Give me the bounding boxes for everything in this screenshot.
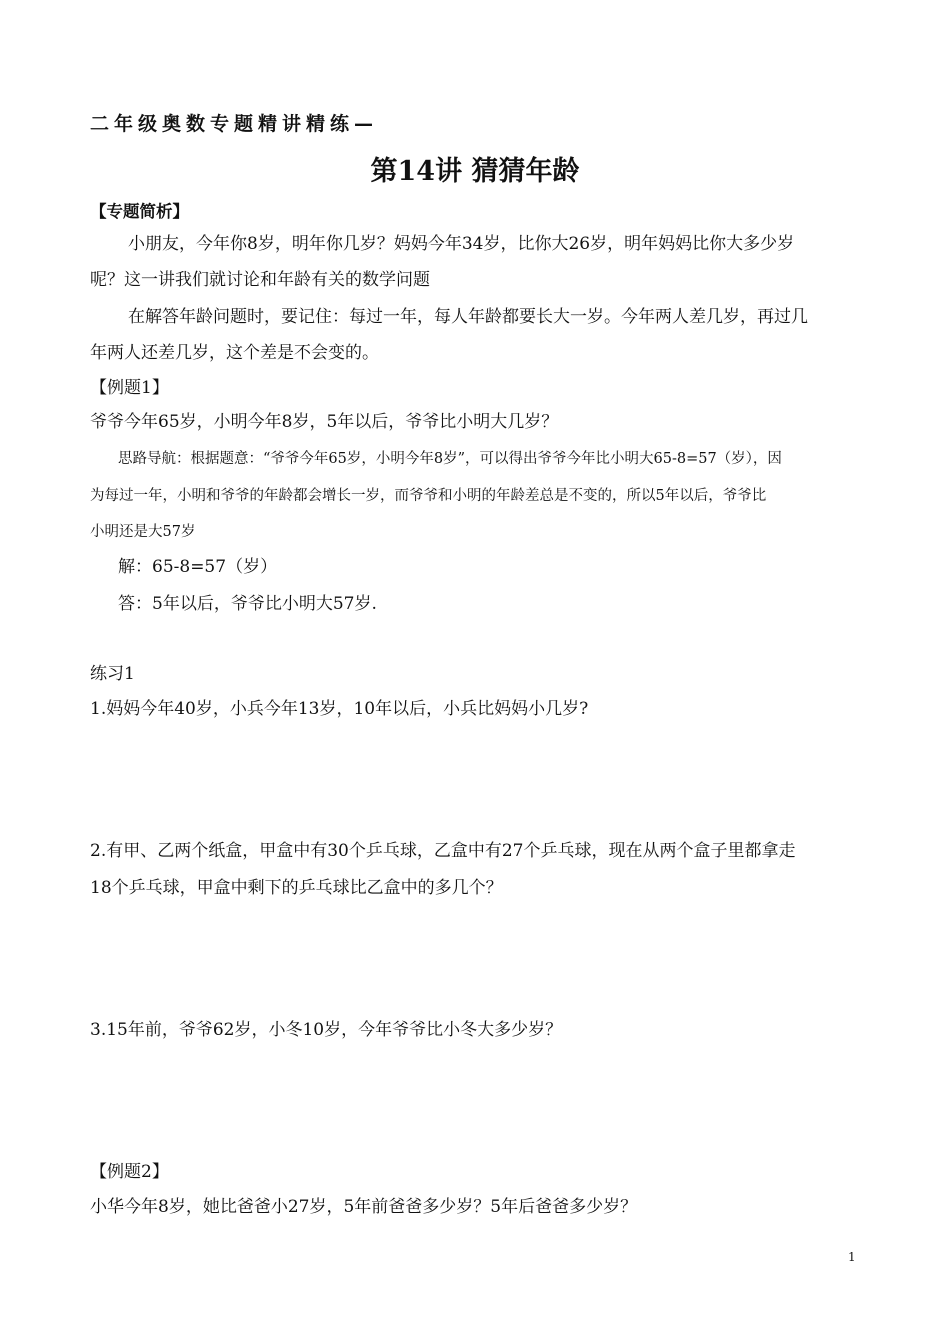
series-title: 二年级奥数专题精讲精练— [90, 113, 379, 135]
example2-question: 小华今年8岁，她比爸爸小27岁，5年前爸爸多少岁？5年后爸爸多少岁？ [90, 1197, 638, 1217]
lecture-title: 第14讲 猜猜年龄 [370, 156, 580, 187]
example1-solution: 解：65-8=57（岁） [118, 557, 278, 577]
practice1-question-1: 1.妈妈今年40岁，小兵今年13岁，10年以后，小兵比妈妈小几岁? [90, 699, 589, 719]
intro-paragraph-1-line-1: 小朋友，今年你8岁，明年你几岁？妈妈今年34岁，比你大26岁，明年妈妈比你大多少岁 [128, 234, 795, 254]
example1-question: 爷爷今年65岁，小明今年8岁，5年以后，爷爷比小明大几岁？ [90, 412, 559, 432]
practice1-question-2-line-1: 2.有甲、乙两个纸盒，甲盒中有30个乒乓球，乙盒中有27个乒乓球，现在从两个盒子里都拿走 [90, 841, 796, 861]
page-number: 1 [848, 1250, 856, 1264]
intro-paragraph-1-line-2: 呢？这一讲我们就讨论和年龄有关的数学问题 [90, 270, 430, 290]
practice1-question-2-line-2: 18个乒乓球，甲盒中剩下的乒乓球比乙盒中的多几个？ [90, 878, 503, 898]
example1-answer: 答：5年以后，爷爷比小明大57岁. [118, 594, 377, 614]
example1-hint-line-1: 思路导航：根据题意：“爷爷今年65岁，小明今年8岁”，可以得出爷爷今年比小明大65-8=57（岁），因 [118, 451, 782, 467]
intro-paragraph-2-line-1: 在解答年龄问题时，要记住：每过一年，每人年龄都要长大一岁。今年两人差几岁，再过几 [128, 307, 808, 327]
intro-heading: 【专题简析】 [90, 202, 189, 221]
intro-paragraph-2-line-2: 年两人还差几岁，这个差是不会变的。 [90, 343, 379, 363]
example1-hint-line-3: 小明还是大57岁 [90, 524, 196, 540]
example2-heading: 【例题2】 [90, 1162, 169, 1182]
example1-heading: 【例题1】 [90, 378, 169, 398]
example1-hint-line-2: 为每过一年，小明和爷爷的年龄都会增长一岁，而爷爷和小明的年龄差总是不变的，所以5年以后，爷爷比 [90, 488, 767, 504]
practice1-heading: 练习1 [90, 664, 135, 684]
practice1-question-3: 3.15年前，爷爷62岁，小冬10岁，今年爷爷比小冬大多少岁？ [90, 1020, 563, 1040]
